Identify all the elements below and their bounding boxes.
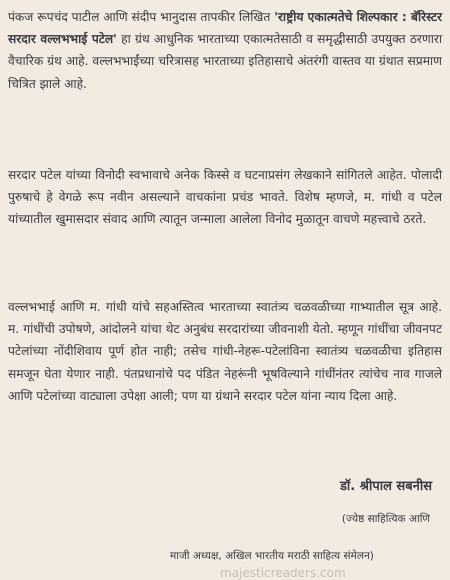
paragraph-gandhi-patel: वल्लभभाई आणि म. गांधी यांचे सहअस्तित्व भारताच्या स्वातंत्र्य चळवळीच्या गाभ्यातील सूत्र आहे. म. गांधींची उपोषणे, आंदोलने यांचा थेट अनुबंध सरदारांच्या जीवनाशी येतो. म्हणून गांधींचा जीवनपट पटेलांच्या नोंदीशिवाय पूर्ण होत नाही; तसेच गांधी-नेहरू-पटेलांविना स्वातंत्र्य चळवळीचा इतिहास समजून घेता येणार नाही. पंतप्रधानांचे पद पंडित नेहरूंनी भूषविल्याने गांधींनंतर त्यांचेच नाव गाजले आणि पटेलांच्या वाट्याला उपेक्षा आली; पण या ग्रंथाने सरदार पटेल यांना न्याय दिला आहे. bbox=[8, 300, 442, 403]
author-credit-line1: (ज्येष्ठ साहित्यिक आणि bbox=[341, 513, 430, 525]
watermark: majesticreaders.com bbox=[220, 566, 346, 580]
intro-rest: हा ग्रंथ आधुनिक भारताच्या एकात्मतेसाठी व समृद्धीसाठी उपयुक्त ठरणारा वैचारिक ग्रंथ आहे. वल्लभभाईंच्या चरित्रासह भारताच्या इतिहासाचे अंतरंगी वास्तव या ग्रंथात सप्रमाण चित्रित झाले आहे. bbox=[8, 32, 442, 91]
book-title: 'राष्ट्रीय एकात्मतेचे शिल्पकार : बॅरिस्टर सरदार वल्लभभाई पटेल' bbox=[8, 10, 443, 47]
paragraph-intro bbox=[8, 6, 442, 95]
paragraph-humor: सरदार पटेल यांच्या विनोदी स्वभावाचे अनेक किस्से व घटनाप्रसंग लेखकाने सांगितले आहेत. पोलादी पुरुषाचे हे वेगळे रूप नवीन असल्याने वाचकांना प्रचंड भावते. विशेष म्हणजे, म. गांधी व पटेल यांच्यातील खुमासदार संवाद आणि त्यातून जन्माला आलेला विनोद मुळातून वाचणे महत्त्वाचे ठरते. bbox=[8, 168, 442, 227]
author-credit-line2: माजी अध्यक्ष, अखिल भारतीय मराठी साहित्य संमेलन) bbox=[170, 550, 374, 562]
author-name: डॉ. श्रीपाल सबनीस bbox=[339, 479, 432, 494]
intro-text: पंकज रूपचंद पाटील आणि संदीप भानुदास तापकीर लिखित bbox=[8, 10, 271, 24]
